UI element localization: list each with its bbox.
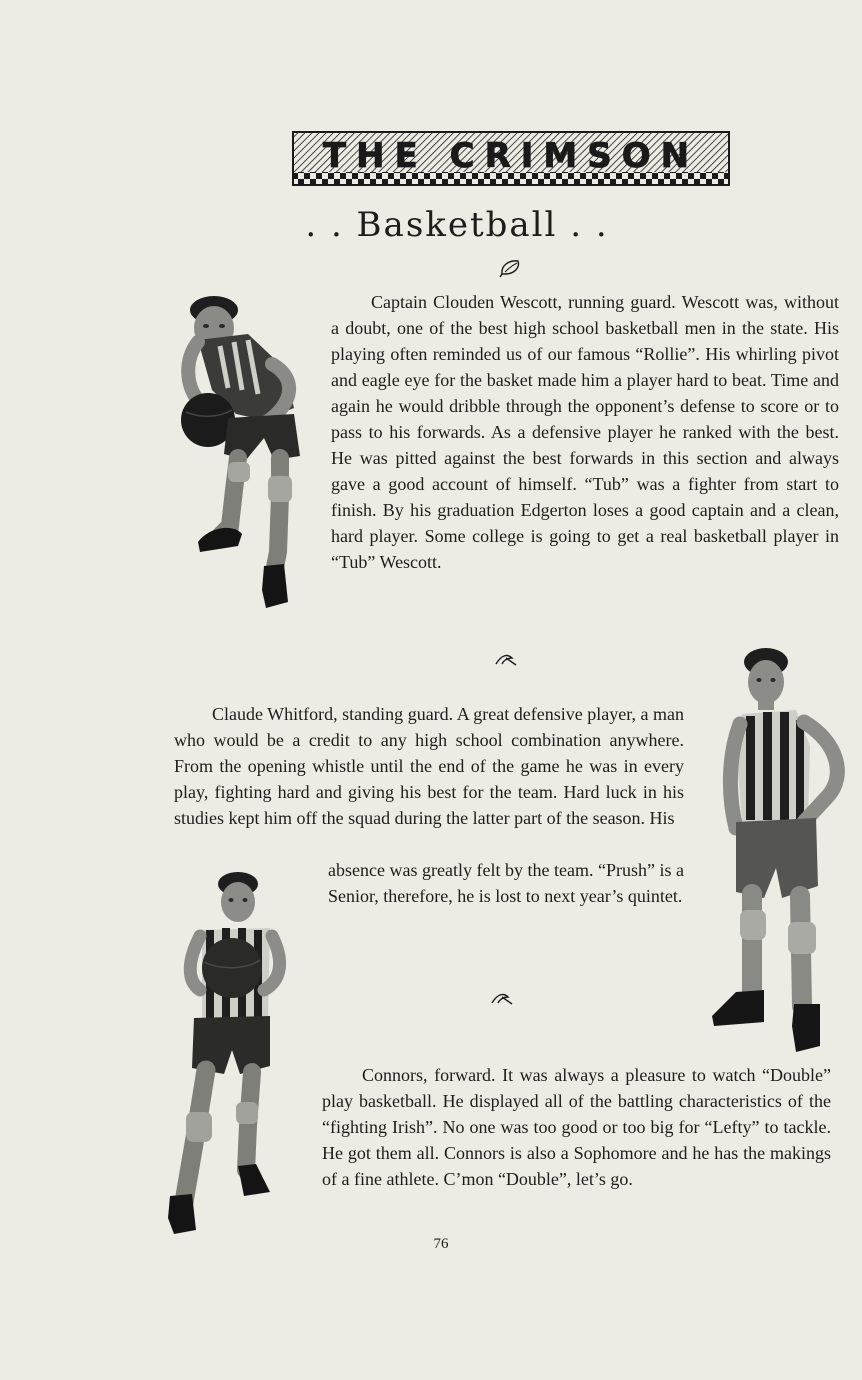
player-photo-ball-crouch-icon	[176, 290, 312, 612]
player-bio-connors	[322, 1062, 831, 1192]
flourish-ornament-icon	[490, 991, 514, 1005]
player-bio-text: Claude Whitford, standing guard. A great defensive player, a man who would be a credit to any high school combination anywhere. From the opening whistle until the end of the game he was in every play, fighting hard and giving his best for the team. Hard luck in his studies kept him off the squad during the latter part of the season. His	[174, 704, 684, 828]
masthead-banner	[292, 131, 730, 186]
player-photo-hand-on-hip-icon	[706, 646, 848, 1056]
flourish-ornament-icon	[494, 652, 518, 666]
player-bio-text: absence was greatly felt by the team. “Prush” is a Senior, therefore, he is lost to next year’s quintet.	[328, 860, 684, 906]
player-photo-holding-ball-icon	[166, 870, 286, 1238]
player-bio-whitford	[174, 701, 684, 831]
page-number: 76	[433, 1236, 449, 1252]
section-title: . . Basketball . .	[305, 205, 609, 245]
player-bio-text: Connors, forward. It was always a pleasure to watch “Double” play basketball. He displayed all of the battling characteristics of the “fighting Irish”. No one was too good or too big for “Lefty” to tackle. He got them all. Connors is also a Sophomore and he has the makings of a fine athlete. C’mon “Double”, let’s go.	[322, 1065, 831, 1189]
player-bio-text: Captain Clouden Wescott, running guard. Wescott was, without a doubt, one of the best high school basketball men in the state. His playing often reminded us of our famous “Rollie”. His whirling pivot and eagle eye for the basket made him a player hard to beat. Time and again he would dribble through the opponent’s defense to score or to pass to his forwards. As a defensive player he ranked with the best. He was pitted against the best forwards in this section and always gave a good account of himself. “Tub” was a fighter from start to finish. By his graduation Edgerton loses a good captain and a clean, hard player. Some college is going to get a real basketball player in “Tub” Wescott.	[331, 292, 839, 572]
masthead-title-graphic	[292, 131, 730, 186]
leaf-ornament-icon	[499, 258, 523, 278]
player-bio-wescott	[331, 289, 839, 575]
player-bio-whitford-continued	[328, 857, 684, 909]
masthead-title: THE CRIMSON	[322, 136, 700, 176]
